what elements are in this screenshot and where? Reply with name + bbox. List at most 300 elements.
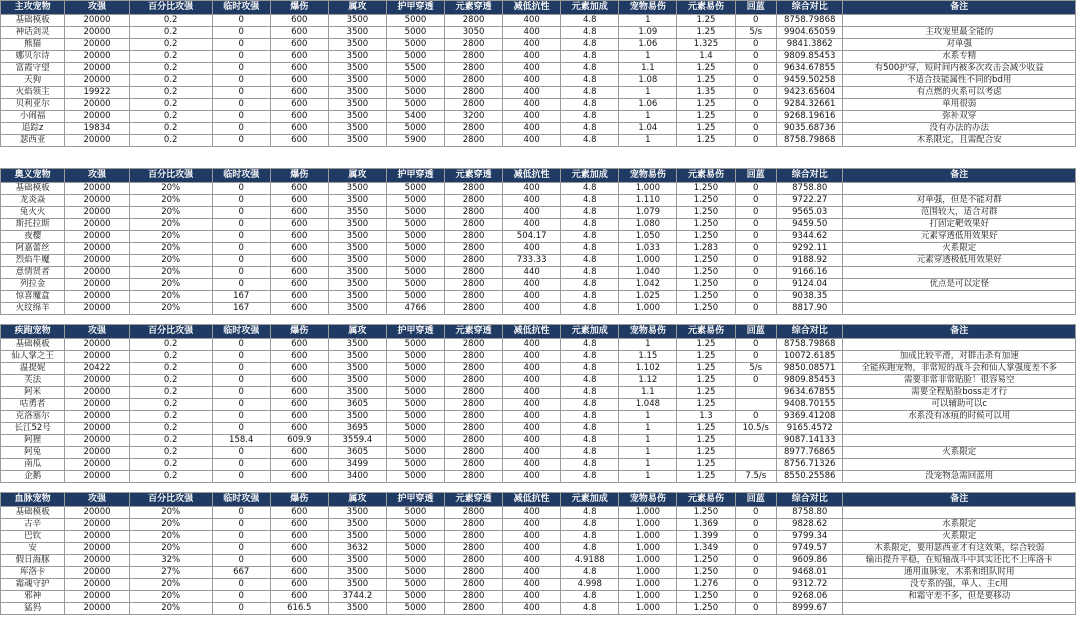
cell-overall[interactable]: 9841.3862 bbox=[777, 39, 843, 51]
cell-pct-attack[interactable]: 20% bbox=[129, 207, 212, 219]
header-mana-regen[interactable]: 回蓝 bbox=[735, 169, 777, 183]
cell-crit-damage[interactable]: 600 bbox=[270, 567, 328, 579]
cell-note[interactable]: 打固定靶效果好 bbox=[843, 219, 1076, 231]
cell-crit-damage[interactable]: 600 bbox=[270, 411, 328, 423]
cell-elem-vuln[interactable]: 1.250 bbox=[677, 255, 735, 267]
cell-pet[interactable]: 熊猫 bbox=[1, 39, 65, 51]
cell-mana-regen[interactable]: 0 bbox=[735, 555, 777, 567]
cell-elem-pen[interactable]: 2800 bbox=[445, 279, 503, 291]
cell-mana-regen[interactable]: 0 bbox=[735, 99, 777, 111]
cell-elem-bonus[interactable]: 4.8 bbox=[561, 267, 619, 279]
header-crit-damage[interactable]: 爆伤 bbox=[270, 1, 328, 15]
header-elem-bonus[interactable]: 元素加成 bbox=[561, 325, 619, 339]
cell-elem-pen[interactable]: 2800 bbox=[445, 39, 503, 51]
cell-elem-vuln[interactable]: 1.25 bbox=[677, 399, 735, 411]
cell-mana-regen[interactable]: 0 bbox=[735, 87, 777, 99]
cell-temp-attack[interactable]: 0 bbox=[212, 123, 270, 135]
cell-note[interactable]: 和霜守差不多，但是要移动 bbox=[843, 591, 1076, 603]
cell-armor-pen[interactable]: 5000 bbox=[386, 99, 444, 111]
cell-crit-damage[interactable]: 600 bbox=[270, 15, 328, 27]
header-pet[interactable]: 血脉宠物 bbox=[1, 493, 65, 507]
cell-temp-attack[interactable]: 0 bbox=[212, 363, 270, 375]
header-pet-vuln[interactable]: 宠物易伤 bbox=[619, 1, 677, 15]
cell-resist-down[interactable]: 400 bbox=[503, 459, 561, 471]
cell-elem-attack[interactable]: 3500 bbox=[328, 87, 386, 99]
cell-armor-pen[interactable]: 5000 bbox=[386, 531, 444, 543]
cell-elem-pen[interactable]: 2800 bbox=[445, 51, 503, 63]
cell-attack[interactable]: 20000 bbox=[65, 111, 129, 123]
header-elem-pen[interactable]: 元素穿透 bbox=[445, 493, 503, 507]
header-crit-damage[interactable]: 爆伤 bbox=[270, 493, 328, 507]
cell-pct-attack[interactable]: 0.2 bbox=[129, 363, 212, 375]
cell-mana-regen[interactable]: 0 bbox=[735, 15, 777, 27]
cell-temp-attack[interactable]: 0 bbox=[212, 219, 270, 231]
cell-pet-vuln[interactable]: 1.040 bbox=[619, 267, 677, 279]
cell-armor-pen[interactable]: 5000 bbox=[386, 207, 444, 219]
cell-armor-pen[interactable]: 5000 bbox=[386, 567, 444, 579]
header-pet-vuln[interactable]: 宠物易伤 bbox=[619, 493, 677, 507]
cell-temp-attack[interactable]: 0 bbox=[212, 243, 270, 255]
cell-elem-bonus[interactable]: 4.8 bbox=[561, 255, 619, 267]
cell-elem-vuln[interactable]: 1.250 bbox=[677, 507, 735, 519]
cell-pet-vuln[interactable]: 1.08 bbox=[619, 75, 677, 87]
cell-crit-damage[interactable]: 600 bbox=[270, 75, 328, 87]
cell-note[interactable] bbox=[843, 507, 1076, 519]
cell-mana-regen[interactable] bbox=[735, 387, 777, 399]
cell-attack[interactable]: 20000 bbox=[65, 423, 129, 435]
cell-note[interactable]: 范围较大，适合对群 bbox=[843, 207, 1076, 219]
cell-armor-pen[interactable]: 4766 bbox=[386, 303, 444, 315]
cell-elem-vuln[interactable]: 1.276 bbox=[677, 579, 735, 591]
cell-overall[interactable]: 9408.70155 bbox=[777, 399, 843, 411]
cell-elem-bonus[interactable]: 4.8 bbox=[561, 339, 619, 351]
cell-elem-attack[interactable]: 3400 bbox=[328, 471, 386, 483]
cell-mana-regen[interactable]: 0 bbox=[735, 339, 777, 351]
cell-mana-regen[interactable]: 0 bbox=[735, 279, 777, 291]
cell-crit-damage[interactable]: 600 bbox=[270, 183, 328, 195]
cell-pet[interactable]: 长江52号 bbox=[1, 423, 65, 435]
cell-elem-pen[interactable]: 2800 bbox=[445, 291, 503, 303]
cell-pet-vuln[interactable]: 1.000 bbox=[619, 507, 677, 519]
cell-mana-regen[interactable]: 0 bbox=[735, 207, 777, 219]
cell-elem-attack[interactable]: 3632 bbox=[328, 543, 386, 555]
cell-elem-vuln[interactable]: 1.25 bbox=[677, 471, 735, 483]
cell-mana-regen[interactable]: 0 bbox=[735, 603, 777, 615]
cell-resist-down[interactable]: 400 bbox=[503, 435, 561, 447]
header-pct-attack[interactable]: 百分比攻强 bbox=[129, 169, 212, 183]
cell-resist-down[interactable]: 400 bbox=[503, 471, 561, 483]
cell-pet[interactable]: 阿兔 bbox=[1, 447, 65, 459]
cell-attack[interactable]: 20000 bbox=[65, 339, 129, 351]
cell-resist-down[interactable]: 400 bbox=[503, 51, 561, 63]
cell-note[interactable]: 主攻宠里最全能的 bbox=[843, 27, 1076, 39]
cell-elem-pen[interactable]: 2800 bbox=[445, 543, 503, 555]
cell-elem-bonus[interactable]: 4.8 bbox=[561, 195, 619, 207]
header-elem-pen[interactable]: 元素穿透 bbox=[445, 169, 503, 183]
header-mana-regen[interactable]: 回蓝 bbox=[735, 325, 777, 339]
cell-elem-pen[interactable]: 2800 bbox=[445, 351, 503, 363]
cell-pct-attack[interactable]: 20% bbox=[129, 267, 212, 279]
cell-elem-bonus[interactable]: 4.8 bbox=[561, 75, 619, 87]
cell-pet-vuln[interactable]: 1 bbox=[619, 87, 677, 99]
cell-resist-down[interactable]: 400 bbox=[503, 399, 561, 411]
cell-elem-vuln[interactable]: 1.25 bbox=[677, 111, 735, 123]
cell-elem-bonus[interactable]: 4.8 bbox=[561, 87, 619, 99]
cell-temp-attack[interactable]: 0 bbox=[212, 15, 270, 27]
cell-overall[interactable]: 9828.62 bbox=[777, 519, 843, 531]
cell-attack[interactable]: 20000 bbox=[65, 459, 129, 471]
header-armor-pen[interactable]: 护甲穿透 bbox=[386, 1, 444, 15]
cell-armor-pen[interactable]: 5000 bbox=[386, 399, 444, 411]
header-overall[interactable]: 综合对比 bbox=[777, 325, 843, 339]
cell-note[interactable]: 没宠物急需回蓝用 bbox=[843, 471, 1076, 483]
cell-elem-vuln[interactable]: 1.250 bbox=[677, 207, 735, 219]
cell-crit-damage[interactable]: 616.5 bbox=[270, 603, 328, 615]
cell-resist-down[interactable]: 400 bbox=[503, 555, 561, 567]
cell-resist-down[interactable]: 400 bbox=[503, 99, 561, 111]
cell-temp-attack[interactable]: 0 bbox=[212, 75, 270, 87]
cell-elem-pen[interactable]: 2800 bbox=[445, 591, 503, 603]
cell-overall[interactable]: 9459.50258 bbox=[777, 75, 843, 87]
cell-elem-vuln[interactable]: 1.25 bbox=[677, 15, 735, 27]
cell-mana-regen[interactable]: 0 bbox=[735, 75, 777, 87]
cell-resist-down[interactable]: 400 bbox=[503, 15, 561, 27]
cell-pet-vuln[interactable]: 1.000 bbox=[619, 603, 677, 615]
header-note[interactable]: 备注 bbox=[843, 325, 1076, 339]
cell-resist-down[interactable]: 400 bbox=[503, 123, 561, 135]
cell-temp-attack[interactable]: 0 bbox=[212, 195, 270, 207]
cell-pct-attack[interactable]: 20% bbox=[129, 519, 212, 531]
cell-pet-vuln[interactable]: 1 bbox=[619, 471, 677, 483]
cell-overall[interactable]: 9565.03 bbox=[777, 207, 843, 219]
cell-pet-vuln[interactable]: 1.025 bbox=[619, 291, 677, 303]
header-armor-pen[interactable]: 护甲穿透 bbox=[386, 325, 444, 339]
cell-elem-pen[interactable]: 2800 bbox=[445, 447, 503, 459]
cell-armor-pen[interactable]: 5000 bbox=[386, 435, 444, 447]
cell-elem-bonus[interactable]: 4.8 bbox=[561, 183, 619, 195]
cell-crit-damage[interactable]: 600 bbox=[270, 39, 328, 51]
cell-pet-vuln[interactable]: 1.15 bbox=[619, 351, 677, 363]
cell-note[interactable]: 弥补双穿 bbox=[843, 111, 1076, 123]
cell-pet[interactable]: 仙人掌之王 bbox=[1, 351, 65, 363]
cell-elem-pen[interactable]: 2800 bbox=[445, 471, 503, 483]
cell-mana-regen[interactable]: 0 bbox=[735, 39, 777, 51]
cell-overall[interactable]: 9312.72 bbox=[777, 579, 843, 591]
cell-resist-down[interactable]: 400 bbox=[503, 567, 561, 579]
cell-note[interactable]: 加成比较平滑，对群击杀有加速 bbox=[843, 351, 1076, 363]
cell-pet[interactable]: 企鹅 bbox=[1, 471, 65, 483]
cell-pet-vuln[interactable]: 1.079 bbox=[619, 207, 677, 219]
cell-pet[interactable]: 咕勇者 bbox=[1, 399, 65, 411]
cell-armor-pen[interactable]: 5500 bbox=[386, 63, 444, 75]
cell-elem-pen[interactable]: 2800 bbox=[445, 135, 503, 147]
cell-elem-vuln[interactable]: 1.3 bbox=[677, 411, 735, 423]
cell-mana-regen[interactable]: 5/s bbox=[735, 363, 777, 375]
cell-mana-regen[interactable]: 0 bbox=[735, 531, 777, 543]
cell-attack[interactable]: 20000 bbox=[65, 555, 129, 567]
cell-armor-pen[interactable]: 5000 bbox=[386, 267, 444, 279]
cell-temp-attack[interactable]: 0 bbox=[212, 87, 270, 99]
header-crit-damage[interactable]: 爆伤 bbox=[270, 325, 328, 339]
cell-elem-bonus[interactable]: 4.8 bbox=[561, 603, 619, 615]
cell-pet-vuln[interactable]: 1 bbox=[619, 411, 677, 423]
cell-note[interactable]: 没专系的强，单人、主c用 bbox=[843, 579, 1076, 591]
cell-elem-pen[interactable]: 2800 bbox=[445, 195, 503, 207]
cell-elem-pen[interactable]: 2800 bbox=[445, 603, 503, 615]
cell-elem-bonus[interactable]: 4.8 bbox=[561, 135, 619, 147]
cell-temp-attack[interactable]: 0 bbox=[212, 519, 270, 531]
cell-armor-pen[interactable]: 5000 bbox=[386, 423, 444, 435]
cell-pet-vuln[interactable]: 1 bbox=[619, 459, 677, 471]
cell-elem-attack[interactable]: 3500 bbox=[328, 267, 386, 279]
cell-elem-vuln[interactable]: 1.25 bbox=[677, 363, 735, 375]
cell-crit-damage[interactable]: 600 bbox=[270, 471, 328, 483]
cell-elem-vuln[interactable]: 1.25 bbox=[677, 123, 735, 135]
cell-elem-pen[interactable]: 2800 bbox=[445, 423, 503, 435]
cell-attack[interactable]: 20000 bbox=[65, 375, 129, 387]
cell-note[interactable]: 水系限定 bbox=[843, 519, 1076, 531]
cell-temp-attack[interactable]: 0 bbox=[212, 27, 270, 39]
header-armor-pen[interactable]: 护甲穿透 bbox=[386, 169, 444, 183]
cell-attack[interactable]: 20000 bbox=[65, 291, 129, 303]
cell-pct-attack[interactable]: 20% bbox=[129, 303, 212, 315]
cell-mana-regen[interactable]: 0 bbox=[735, 243, 777, 255]
cell-overall[interactable]: 8758.79868 bbox=[777, 15, 843, 27]
cell-elem-pen[interactable]: 2800 bbox=[445, 207, 503, 219]
cell-armor-pen[interactable]: 5000 bbox=[386, 183, 444, 195]
cell-armor-pen[interactable]: 5000 bbox=[386, 195, 444, 207]
cell-elem-attack[interactable]: 3500 bbox=[328, 15, 386, 27]
cell-elem-vuln[interactable]: 1.25 bbox=[677, 75, 735, 87]
cell-pet-vuln[interactable]: 1.1 bbox=[619, 63, 677, 75]
cell-pet-vuln[interactable]: 1.042 bbox=[619, 279, 677, 291]
cell-overall[interactable]: 9369.41208 bbox=[777, 411, 843, 423]
cell-pct-attack[interactable]: 20% bbox=[129, 231, 212, 243]
cell-elem-vuln[interactable]: 1.250 bbox=[677, 195, 735, 207]
cell-armor-pen[interactable]: 5000 bbox=[386, 51, 444, 63]
cell-crit-damage[interactable]: 600 bbox=[270, 303, 328, 315]
cell-resist-down[interactable]: 400 bbox=[503, 195, 561, 207]
cell-crit-damage[interactable]: 609.9 bbox=[270, 435, 328, 447]
cell-armor-pen[interactable]: 5000 bbox=[386, 39, 444, 51]
cell-elem-bonus[interactable]: 4.8 bbox=[561, 447, 619, 459]
cell-elem-bonus[interactable]: 4.8 bbox=[561, 39, 619, 51]
cell-note[interactable]: 优点是可以定怪 bbox=[843, 279, 1076, 291]
cell-pct-attack[interactable]: 0.2 bbox=[129, 399, 212, 411]
cell-armor-pen[interactable]: 5000 bbox=[386, 219, 444, 231]
cell-pct-attack[interactable]: 32% bbox=[129, 555, 212, 567]
cell-elem-bonus[interactable]: 4.8 bbox=[561, 219, 619, 231]
cell-pet-vuln[interactable]: 1 bbox=[619, 423, 677, 435]
cell-pet[interactable]: 夜樱 bbox=[1, 231, 65, 243]
cell-pet[interactable]: 阿米 bbox=[1, 387, 65, 399]
header-mana-regen[interactable]: 回蓝 bbox=[735, 1, 777, 15]
cell-pet[interactable]: 阿嘉蕾丝 bbox=[1, 243, 65, 255]
cell-mana-regen[interactable]: 0 bbox=[735, 123, 777, 135]
cell-resist-down[interactable]: 400 bbox=[503, 411, 561, 423]
cell-elem-vuln[interactable]: 1.369 bbox=[677, 519, 735, 531]
header-temp-attack[interactable]: 临时攻强 bbox=[212, 493, 270, 507]
cell-temp-attack[interactable]: 0 bbox=[212, 471, 270, 483]
cell-pet[interactable]: 基础模板 bbox=[1, 339, 65, 351]
cell-temp-attack[interactable]: 0 bbox=[212, 279, 270, 291]
cell-attack[interactable]: 20000 bbox=[65, 243, 129, 255]
cell-elem-pen[interactable]: 2800 bbox=[445, 255, 503, 267]
cell-pet[interactable]: 温提妮 bbox=[1, 363, 65, 375]
cell-pet-vuln[interactable]: 1.000 bbox=[619, 591, 677, 603]
cell-note[interactable] bbox=[843, 15, 1076, 27]
cell-overall[interactable]: 9609.86 bbox=[777, 555, 843, 567]
cell-mana-regen[interactable]: 7.5/s bbox=[735, 471, 777, 483]
header-resist-down[interactable]: 减低抗性 bbox=[503, 1, 561, 15]
cell-elem-attack[interactable]: 3550 bbox=[328, 207, 386, 219]
cell-note[interactable] bbox=[843, 603, 1076, 615]
cell-elem-bonus[interactable]: 4.8 bbox=[561, 123, 619, 135]
cell-pct-attack[interactable]: 0.2 bbox=[129, 99, 212, 111]
cell-crit-damage[interactable]: 600 bbox=[270, 267, 328, 279]
cell-elem-vuln[interactable]: 1.25 bbox=[677, 423, 735, 435]
cell-pct-attack[interactable]: 0.2 bbox=[129, 75, 212, 87]
cell-elem-vuln[interactable]: 1.325 bbox=[677, 39, 735, 51]
cell-pet-vuln[interactable]: 1.000 bbox=[619, 303, 677, 315]
cell-elem-pen[interactable]: 2800 bbox=[445, 567, 503, 579]
cell-note[interactable]: 全能疾跑宠物，非常短的战斗会和仙人掌强度差不多 bbox=[843, 363, 1076, 375]
cell-elem-vuln[interactable]: 1.250 bbox=[677, 291, 735, 303]
cell-overall[interactable]: 9124.04 bbox=[777, 279, 843, 291]
cell-pet-vuln[interactable]: 1 bbox=[619, 51, 677, 63]
cell-armor-pen[interactable]: 5000 bbox=[386, 591, 444, 603]
cell-mana-regen[interactable]: 0 bbox=[735, 543, 777, 555]
cell-overall[interactable]: 8758.80 bbox=[777, 507, 843, 519]
header-pct-attack[interactable]: 百分比攻强 bbox=[129, 493, 212, 507]
cell-elem-vuln[interactable]: 1.25 bbox=[677, 27, 735, 39]
cell-elem-bonus[interactable]: 4.8 bbox=[561, 423, 619, 435]
cell-pct-attack[interactable]: 0.2 bbox=[129, 447, 212, 459]
cell-note[interactable] bbox=[843, 459, 1076, 471]
cell-overall[interactable]: 9166.16 bbox=[777, 267, 843, 279]
cell-attack[interactable]: 19922 bbox=[65, 87, 129, 99]
cell-elem-bonus[interactable]: 4.8 bbox=[561, 231, 619, 243]
cell-temp-attack[interactable]: 0 bbox=[212, 543, 270, 555]
cell-resist-down[interactable]: 400 bbox=[503, 303, 561, 315]
cell-temp-attack[interactable]: 0 bbox=[212, 531, 270, 543]
cell-pet-vuln[interactable]: 1 bbox=[619, 339, 677, 351]
cell-temp-attack[interactable]: 0 bbox=[212, 507, 270, 519]
cell-elem-pen[interactable]: 3050 bbox=[445, 27, 503, 39]
cell-note[interactable]: 单用很弱 bbox=[843, 99, 1076, 111]
cell-elem-vuln[interactable]: 1.250 bbox=[677, 219, 735, 231]
cell-crit-damage[interactable]: 600 bbox=[270, 339, 328, 351]
cell-attack[interactable]: 20000 bbox=[65, 387, 129, 399]
header-elem-vuln[interactable]: 元素易伤 bbox=[677, 325, 735, 339]
cell-resist-down[interactable]: 400 bbox=[503, 351, 561, 363]
cell-temp-attack[interactable]: 0 bbox=[212, 375, 270, 387]
cell-mana-regen[interactable]: 0 bbox=[735, 63, 777, 75]
cell-elem-attack[interactable]: 3500 bbox=[328, 279, 386, 291]
header-attack[interactable]: 攻强 bbox=[65, 1, 129, 15]
cell-pet[interactable]: 基础模板 bbox=[1, 507, 65, 519]
cell-elem-pen[interactable]: 3200 bbox=[445, 111, 503, 123]
cell-crit-damage[interactable]: 600 bbox=[270, 387, 328, 399]
cell-pet[interactable]: 神话剑灵 bbox=[1, 27, 65, 39]
cell-overall[interactable]: 9038.35 bbox=[777, 291, 843, 303]
cell-attack[interactable]: 20000 bbox=[65, 267, 129, 279]
cell-pct-attack[interactable]: 0.2 bbox=[129, 387, 212, 399]
header-elem-vuln[interactable]: 元素易伤 bbox=[677, 1, 735, 15]
header-resist-down[interactable]: 减低抗性 bbox=[503, 493, 561, 507]
cell-pet[interactable]: 火焰领主 bbox=[1, 87, 65, 99]
cell-crit-damage[interactable]: 600 bbox=[270, 507, 328, 519]
cell-note[interactable]: 火系限定 bbox=[843, 243, 1076, 255]
cell-resist-down[interactable]: 400 bbox=[503, 591, 561, 603]
cell-pet-vuln[interactable]: 1 bbox=[619, 135, 677, 147]
cell-armor-pen[interactable]: 5000 bbox=[386, 291, 444, 303]
cell-armor-pen[interactable]: 5000 bbox=[386, 351, 444, 363]
cell-elem-attack[interactable]: 3500 bbox=[328, 39, 386, 51]
cell-resist-down[interactable]: 400 bbox=[503, 219, 561, 231]
cell-elem-bonus[interactable]: 4.8 bbox=[561, 507, 619, 519]
cell-note[interactable]: 元素穿透低用效果好 bbox=[843, 231, 1076, 243]
cell-armor-pen[interactable]: 5000 bbox=[386, 339, 444, 351]
cell-pct-attack[interactable]: 20% bbox=[129, 591, 212, 603]
cell-resist-down[interactable]: 400 bbox=[503, 39, 561, 51]
cell-overall[interactable]: 9722.27 bbox=[777, 195, 843, 207]
cell-resist-down[interactable]: 400 bbox=[503, 507, 561, 519]
cell-elem-pen[interactable]: 2800 bbox=[445, 303, 503, 315]
cell-attack[interactable]: 20000 bbox=[65, 279, 129, 291]
cell-mana-regen[interactable]: 0 bbox=[735, 579, 777, 591]
cell-pet[interactable]: 芙法 bbox=[1, 375, 65, 387]
cell-resist-down[interactable]: 400 bbox=[503, 423, 561, 435]
cell-note[interactable]: 火系限定 bbox=[843, 531, 1076, 543]
header-pet[interactable]: 疾跑宠物 bbox=[1, 325, 65, 339]
cell-elem-vuln[interactable]: 1.283 bbox=[677, 243, 735, 255]
cell-temp-attack[interactable]: 0 bbox=[212, 135, 270, 147]
cell-elem-vuln[interactable]: 1.250 bbox=[677, 591, 735, 603]
cell-pet-vuln[interactable]: 1 bbox=[619, 435, 677, 447]
cell-elem-attack[interactable]: 3500 bbox=[328, 531, 386, 543]
cell-resist-down[interactable]: 400 bbox=[503, 375, 561, 387]
cell-overall[interactable]: 8999.67 bbox=[777, 603, 843, 615]
cell-elem-bonus[interactable]: 4.8 bbox=[561, 375, 619, 387]
cell-crit-damage[interactable]: 600 bbox=[270, 51, 328, 63]
cell-attack[interactable]: 20000 bbox=[65, 15, 129, 27]
cell-overall[interactable]: 8977.76865 bbox=[777, 447, 843, 459]
cell-resist-down[interactable]: 400 bbox=[503, 243, 561, 255]
cell-attack[interactable]: 20000 bbox=[65, 567, 129, 579]
cell-pct-attack[interactable]: 20% bbox=[129, 219, 212, 231]
cell-elem-bonus[interactable]: 4.8 bbox=[561, 27, 619, 39]
cell-note[interactable]: 对单强 bbox=[843, 39, 1076, 51]
header-resist-down[interactable]: 减低抗性 bbox=[503, 325, 561, 339]
cell-temp-attack[interactable]: 0 bbox=[212, 459, 270, 471]
cell-temp-attack[interactable]: 667 bbox=[212, 567, 270, 579]
cell-overall[interactable]: 9749.57 bbox=[777, 543, 843, 555]
cell-pct-attack[interactable]: 20% bbox=[129, 183, 212, 195]
cell-temp-attack[interactable]: 0 bbox=[212, 387, 270, 399]
cell-elem-attack[interactable]: 3500 bbox=[328, 27, 386, 39]
cell-pct-attack[interactable]: 0.2 bbox=[129, 123, 212, 135]
cell-crit-damage[interactable]: 600 bbox=[270, 447, 328, 459]
cell-attack[interactable]: 20000 bbox=[65, 531, 129, 543]
header-elem-bonus[interactable]: 元素加成 bbox=[561, 493, 619, 507]
cell-pet[interactable]: 龙炎焱 bbox=[1, 195, 65, 207]
cell-temp-attack[interactable]: 0 bbox=[212, 423, 270, 435]
cell-crit-damage[interactable]: 600 bbox=[270, 375, 328, 387]
cell-pet-vuln[interactable]: 1.000 bbox=[619, 555, 677, 567]
cell-overall[interactable]: 9809.85453 bbox=[777, 51, 843, 63]
cell-pct-attack[interactable]: 20% bbox=[129, 279, 212, 291]
